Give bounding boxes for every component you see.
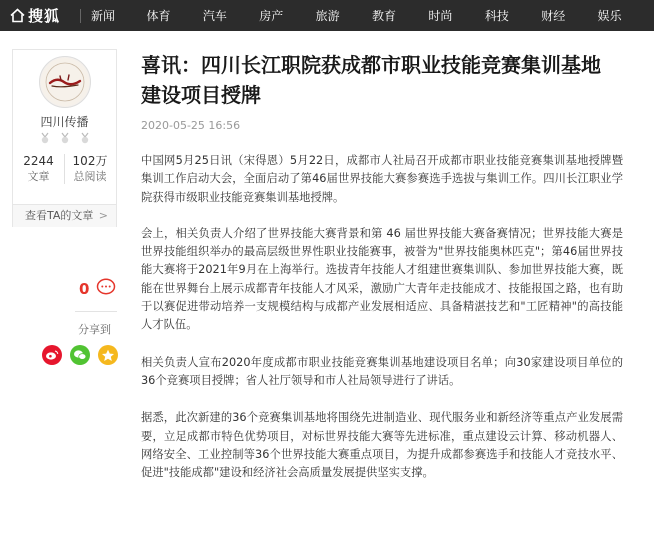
nav-item-travel[interactable]: 旅游 [315,9,340,23]
avatar[interactable] [39,56,91,108]
total-reads: 102万 [72,154,108,168]
nav-item-fashion[interactable]: 时尚 [428,9,453,23]
article-paragraph: 相关负责人宣布2020年度成都市职业技能竞赛集训基地建设项目名单；向30家建设项目单位的36个竞赛项目授牌；省人社厅领导和市人社局领导进行了讲话。 [141,355,623,387]
chevron-right-icon: > [98,209,108,222]
view-articles-label: 查看TA的文章 [25,209,94,222]
article-paragraph: 中国网5月25日讯（宋得恩）5月22日，成都市人社局召开成都市职业技能竞赛集训基地授牌暨集训工作启动大会，全面启动了第46届世界技能大赛参赛选手选拔与集训工作。四川长江职业学院获得市级职业技能竞赛集训基地授牌。 [141,154,623,204]
weibo-icon[interactable] [42,345,62,365]
share-label: 分享到 [78,323,111,336]
comment-count[interactable]: 0 [79,280,90,298]
medal-icon [59,132,71,144]
nav-menu [91,0,654,31]
publish-date: 2020-05-25 16:56 [141,119,241,132]
home-icon [10,8,25,23]
article-count-stat [13,154,64,184]
total-reads-label: 总阅读 [73,170,107,183]
view-author-articles-link[interactable] [13,204,116,227]
avatar-logo-image [40,57,90,107]
qzone-icon[interactable] [98,345,118,365]
comment-area [12,278,117,300]
article-count: 2244 [23,154,54,168]
author-sidebar [12,49,117,336]
author-badges [39,132,91,144]
author-profile-card [12,49,117,227]
top-navigation-bar [0,0,654,31]
author-stats [13,154,116,184]
nav-item-education[interactable]: 教育 [372,9,397,23]
medal-icon [39,132,51,144]
nav-item-entertainment[interactable]: 娱乐 [597,9,622,23]
nav-item-sports[interactable]: 体育 [146,9,171,23]
article-title: 喜讯：四川长江职院获成都市职业技能竞赛集训基地建设项目授牌 [141,53,601,107]
article-count-label: 文章 [27,170,50,183]
sidebar-divider [75,311,117,312]
article [141,50,621,482]
logo-text: 搜狐 [28,7,61,25]
article-paragraph: 据悉，此次新建的36个竞赛集训基地将围绕先进制造业、现代服务业和新经济等重点产业发展需要，立足成都市特色优势项目，对标世界技能大赛等先进标准，重点建设云计算、移动机器人、网络安全、工业控制等36个世界技能大赛重点项目，为提升成都参赛选手和技能人才竞技水平、促进"技能成都"建设和经济社会高质量发展提供坚实支撑。 [141,411,623,480]
nav-item-auto[interactable]: 汽车 [202,9,227,23]
author-name[interactable]: 四川传播 [40,115,89,129]
comment-icon[interactable] [96,278,116,296]
article-paragraph: 会上，相关负责人介绍了世界技能大赛背景和第 46 届世界技能大赛备赛情况；世界技能大赛是世界技能组织举办的最高层级世界性职业技能赛事，被誉为"世界技能奥林匹克"；第46届世界技能大赛将于2021年9月在上海举行。选拔青年技能人才组建世赛集训队、参加世界技能大赛，既能在世界舞台上展示成都青年技能人才风采，激励广大青年走技能成才、技能报国之路，也有助于以赛促进带动培养一支规模结构与成都产业发展相适应、具备精湛技艺和"工匠精神"的高技能人才队伍。 [141,226,623,332]
nav-separator [80,9,81,23]
sohu-logo[interactable] [0,0,80,31]
total-reads-stat [64,154,115,184]
wechat-icon[interactable] [70,345,90,365]
nav-item-tech[interactable]: 科技 [484,9,509,23]
nav-item-house[interactable]: 房产 [259,9,284,23]
nav-item-finance[interactable]: 财经 [541,9,566,23]
medal-icon [79,132,91,144]
nav-item-news[interactable]: 新闻 [91,9,116,23]
share-icons [42,345,118,365]
